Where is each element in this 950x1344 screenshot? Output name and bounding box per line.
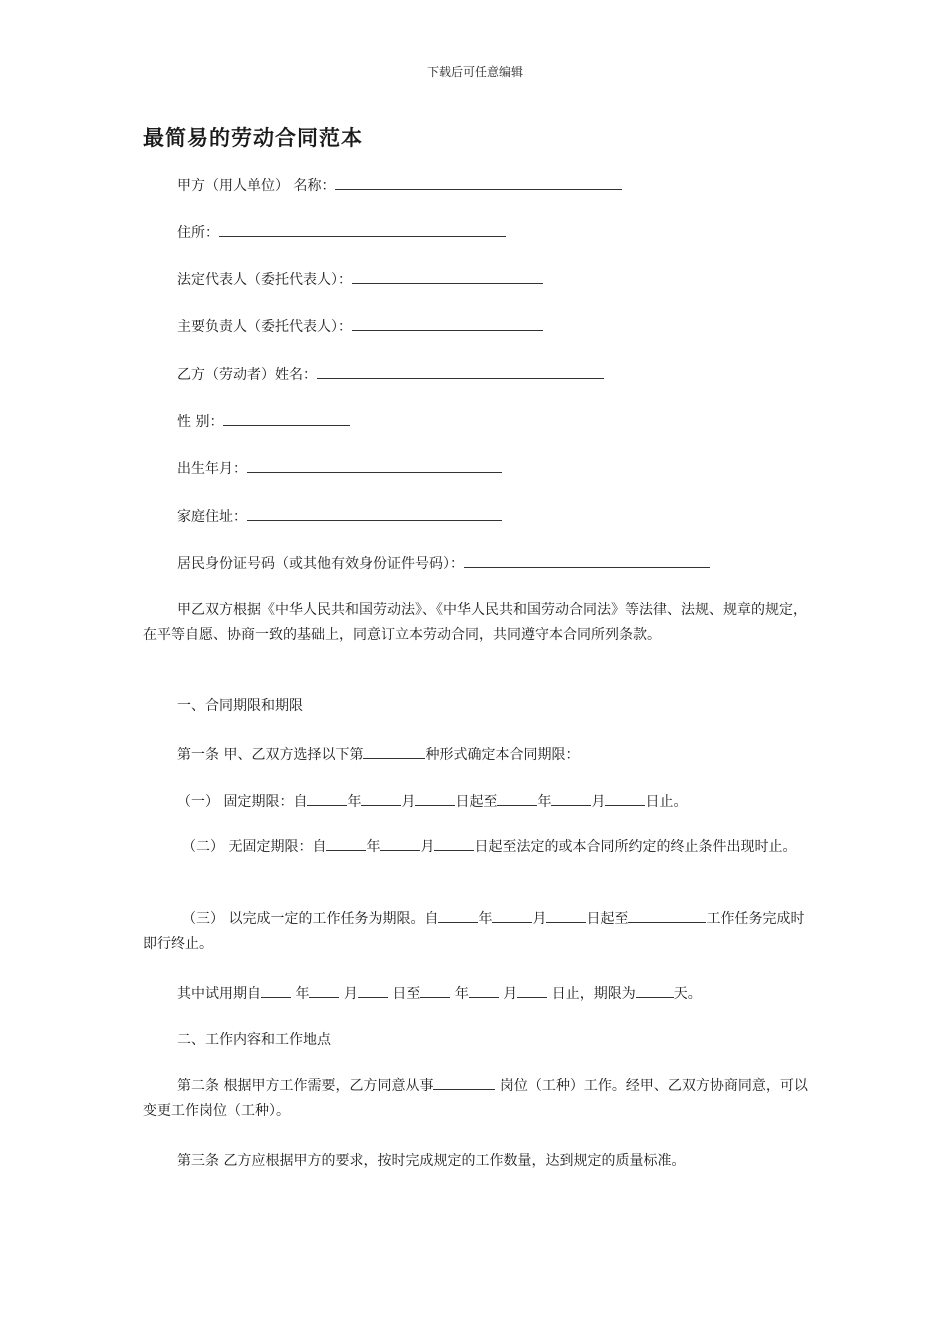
fill-line bbox=[636, 983, 674, 998]
term-text: 年 bbox=[347, 794, 362, 810]
fill-line bbox=[517, 983, 547, 998]
term-text: 年 bbox=[537, 794, 552, 810]
field-home-address bbox=[177, 506, 502, 527]
term-text: 月 bbox=[591, 794, 606, 810]
fill-line bbox=[464, 553, 710, 568]
field-label: 出生年月： bbox=[177, 461, 247, 477]
fill-line bbox=[438, 908, 478, 923]
fill-line bbox=[358, 983, 388, 998]
section-heading-2: 二、工作内容和工作地点 bbox=[177, 1032, 331, 1048]
probation-text: 年 bbox=[454, 986, 469, 1002]
fill-line bbox=[492, 908, 532, 923]
field-main-person bbox=[177, 316, 543, 337]
fill-line bbox=[317, 364, 604, 379]
term-text: （一） 固定期限：自 bbox=[177, 794, 308, 810]
term-text: 年 bbox=[478, 911, 493, 927]
field-label: 乙方（劳动者）姓名： bbox=[177, 367, 317, 383]
field-label: 主要负责人（委托代表人）： bbox=[177, 319, 352, 335]
term-text: （二） 无固定期限：自 bbox=[182, 839, 327, 855]
fill-line bbox=[361, 791, 401, 806]
field-label: 性 别： bbox=[177, 414, 224, 430]
term-text: 月 bbox=[532, 911, 547, 927]
fill-line bbox=[352, 316, 543, 331]
field-label: 家庭住址： bbox=[177, 509, 247, 525]
article-1-text-b: 种形式确定本合同期限： bbox=[425, 747, 580, 763]
fill-line bbox=[309, 983, 339, 998]
probation-text: 其中试用期自 bbox=[177, 986, 261, 1002]
fill-line bbox=[433, 1075, 495, 1090]
term-open-ended bbox=[143, 835, 808, 860]
article-3: 第三条 乙方应根据甲方的要求，按时完成规定的工作数量，达到规定的质量标准。 bbox=[177, 1153, 686, 1169]
term-text: 工作任务完成时即行终止。 bbox=[143, 911, 805, 952]
field-id-number bbox=[177, 553, 710, 574]
probation-period bbox=[177, 983, 702, 1004]
field-label: 居民身份证号码（或其他有效身份证件号码）： bbox=[177, 556, 464, 572]
fill-line bbox=[247, 506, 502, 521]
fill-line bbox=[219, 222, 506, 237]
article-1-text: 第一条 甲、乙双方选择以下第 bbox=[177, 747, 364, 763]
field-label: 法定代表人（委托代表人）： bbox=[177, 272, 352, 288]
intro-paragraph: 甲乙双方根据《中华人民共和国劳动法》、《中华人民共和国劳动合同法》等法律、法规、规章的规定，在平等自愿、协商一致的基础上，同意订立本劳动合同，共同遵守本合同所列条款。 bbox=[143, 602, 807, 643]
term-fixed bbox=[177, 791, 687, 812]
fill-line bbox=[434, 836, 474, 851]
fill-line bbox=[380, 836, 420, 851]
fill-line bbox=[261, 983, 291, 998]
term-text: 年 bbox=[366, 839, 381, 855]
term-text: 日起至 bbox=[586, 911, 629, 927]
field-legal-rep bbox=[177, 269, 543, 290]
term-text: 日止。 bbox=[645, 794, 688, 810]
section-heading-1: 一、合同期限和期限 bbox=[177, 698, 303, 714]
fill-line bbox=[307, 791, 347, 806]
article-2-text: 第二条 根据甲方工作需要，乙方同意从事 bbox=[177, 1078, 434, 1094]
fill-line bbox=[247, 458, 502, 473]
fill-line bbox=[326, 836, 366, 851]
probation-text: 日止，期限为 bbox=[551, 986, 636, 1002]
term-task-based bbox=[143, 907, 808, 957]
term-text: 月 bbox=[401, 794, 416, 810]
field-label: 住所： bbox=[177, 225, 219, 241]
field-birth bbox=[177, 458, 502, 479]
probation-text: 月 bbox=[343, 986, 358, 1002]
probation-text: 日至 bbox=[392, 986, 421, 1002]
article-2-text-b: 岗位（工种）工作。经甲、乙双方协商同意，可以变更工作岗位（工种）。 bbox=[143, 1078, 808, 1119]
fill-line bbox=[223, 411, 350, 426]
field-party-a bbox=[177, 175, 622, 196]
field-gender bbox=[177, 411, 350, 432]
field-address bbox=[177, 222, 506, 243]
fill-line bbox=[363, 744, 425, 759]
fill-line bbox=[420, 983, 450, 998]
probation-text: 年 bbox=[295, 986, 310, 1002]
term-text: 日起至法定的或本合同所约定的终止条件出现时止。 bbox=[474, 839, 797, 855]
fill-line bbox=[497, 791, 537, 806]
fill-line bbox=[415, 791, 455, 806]
field-party-b bbox=[177, 364, 604, 385]
fill-line bbox=[352, 269, 543, 284]
fill-line bbox=[605, 791, 645, 806]
article-1 bbox=[177, 744, 579, 765]
probation-text: 月 bbox=[503, 986, 518, 1002]
term-text: 月 bbox=[420, 839, 435, 855]
probation-text: 天。 bbox=[673, 986, 702, 1002]
field-label: 甲方（用人单位） 名称： bbox=[177, 178, 336, 194]
term-text: （三） 以完成一定的工作任务为期限。自 bbox=[182, 911, 439, 927]
fill-line bbox=[335, 175, 622, 190]
term-text: 日起至 bbox=[455, 794, 498, 810]
page-header: 下载后可任意编辑 bbox=[426, 65, 523, 79]
article-2 bbox=[143, 1074, 808, 1124]
fill-line bbox=[628, 908, 706, 923]
fill-line bbox=[551, 791, 591, 806]
document-title: 最简易的劳动合同范本 bbox=[143, 125, 363, 150]
fill-line bbox=[546, 908, 586, 923]
fill-line bbox=[469, 983, 499, 998]
